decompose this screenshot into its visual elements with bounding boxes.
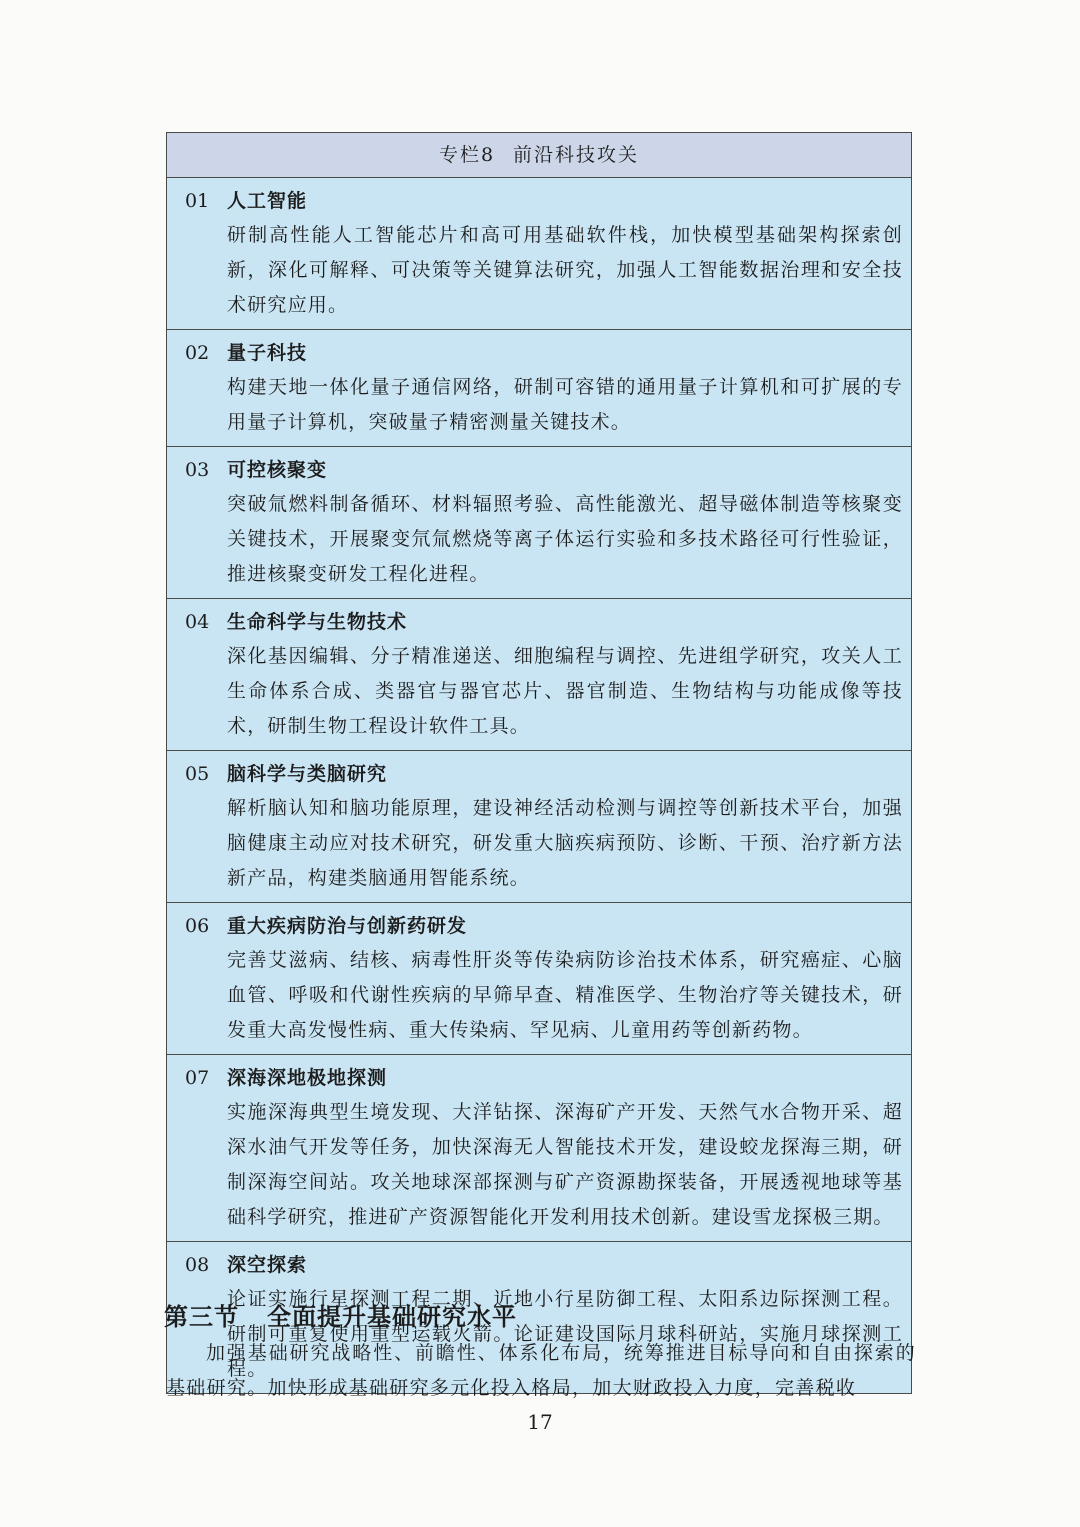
item-number: 01 <box>185 190 210 212</box>
feature-column-box <box>166 132 912 1394</box>
section-heading <box>164 1297 517 1332</box>
column-header <box>167 133 911 178</box>
page-number: 17 <box>527 1410 553 1434</box>
item-title: 深空探索 <box>227 1254 308 1276</box>
section-label: 第三节 <box>164 1302 239 1331</box>
column-item <box>167 599 911 751</box>
item-body: 解析脑认知和脑功能原理，建设神经活动检测与调控等创新技术平台，加强脑健康主动应对技术研究，研发重大脑疾病预防、诊断、干预、治疗新方法新产品，构建类脑通用智能系统。 <box>227 797 903 889</box>
item-title: 重大疾病防治与创新药研发 <box>227 915 468 937</box>
item-title: 脑科学与类脑研究 <box>227 763 388 785</box>
section-title: 全面提升基础研究水平 <box>267 1302 517 1331</box>
item-number: 03 <box>185 459 210 481</box>
column-item <box>167 751 911 903</box>
column-item <box>167 1055 911 1242</box>
item-title: 可控核聚变 <box>227 459 328 481</box>
item-body: 研制高性能人工智能芯片和高可用基础软件栈，加快模型基础架构探索创新，深化可解释、可决策等关键算法研究，加强人工智能数据治理和安全技术研究应用。 <box>227 224 903 316</box>
item-body: 构建天地一体化量子通信网络，研制可容错的通用量子计算机和可扩展的专用量子计算机，突破量子精密测量关键技术。 <box>227 376 903 433</box>
item-body: 突破氚燃料制备循环、材料辐照考验、高性能激光、超导磁体制造等核聚变关键技术，开展聚变氘氚燃烧等离子体运行实验和多技术路径可行性验证，推进核聚变研发工程化进程。 <box>227 493 903 585</box>
item-title: 量子科技 <box>227 342 308 364</box>
item-number: 07 <box>185 1067 210 1089</box>
item-body: 完善艾滋病、结核、病毒性肝炎等传染病防诊治技术体系，研究癌症、心脑血管、呼吸和代谢性疾病的早筛早查、精准医学、生物治疗等关键技术，研发重大高发慢性病、重大传染病、罕见病、儿童用药等创新药物。 <box>227 949 903 1041</box>
column-title: 前沿科技攻关 <box>513 144 640 166</box>
item-number: 05 <box>185 763 210 785</box>
item-number: 08 <box>185 1254 210 1276</box>
item-body: 实施深海典型生境发现、大洋钻探、深海矿产开发、天然气水合物开采、超深水油气开发等任务，加快深海无人智能技术开发，建设蛟龙探海三期，研制深海空间站。攻关地球深部探测与矿产资源勘探装备，开展透视地球等基础科学研究，推进矿产资源智能化开发利用技术创新。建设雪龙探极三期。 <box>227 1101 903 1228</box>
item-number: 06 <box>185 915 210 937</box>
item-body: 论证实施行星探测工程二期、近地小行星防御工程、太阳系边际探测工程。研制可重复使用重型运载火箭。论证建设国际月球科研站，实施月球探测工程。 <box>227 1288 903 1380</box>
column-item <box>167 178 911 330</box>
item-title: 生命科学与生物技术 <box>227 611 408 633</box>
item-title: 人工智能 <box>227 190 308 212</box>
column-item <box>167 903 911 1055</box>
item-body: 深化基因编辑、分子精准递送、细胞编程与调控、先进组学研究，攻关人工生命体系合成、类器官与器官芯片、器官制造、生物结构与功能成像等技术，研制生物工程设计软件工具。 <box>227 645 903 737</box>
column-item <box>167 330 911 447</box>
item-title: 深海深地极地探测 <box>227 1067 388 1089</box>
body-paragraph: 加强基础研究战略性、前瞻性、体系化布局，统筹推进目标导向和自由探索的基础研究。加快形成基础研究多元化投入格局，加大财政投入力度，完善税收 <box>166 1342 916 1399</box>
column-label: 专栏8 <box>438 144 496 166</box>
column-item <box>167 447 911 599</box>
item-number: 04 <box>185 611 210 633</box>
item-number: 02 <box>185 342 210 364</box>
